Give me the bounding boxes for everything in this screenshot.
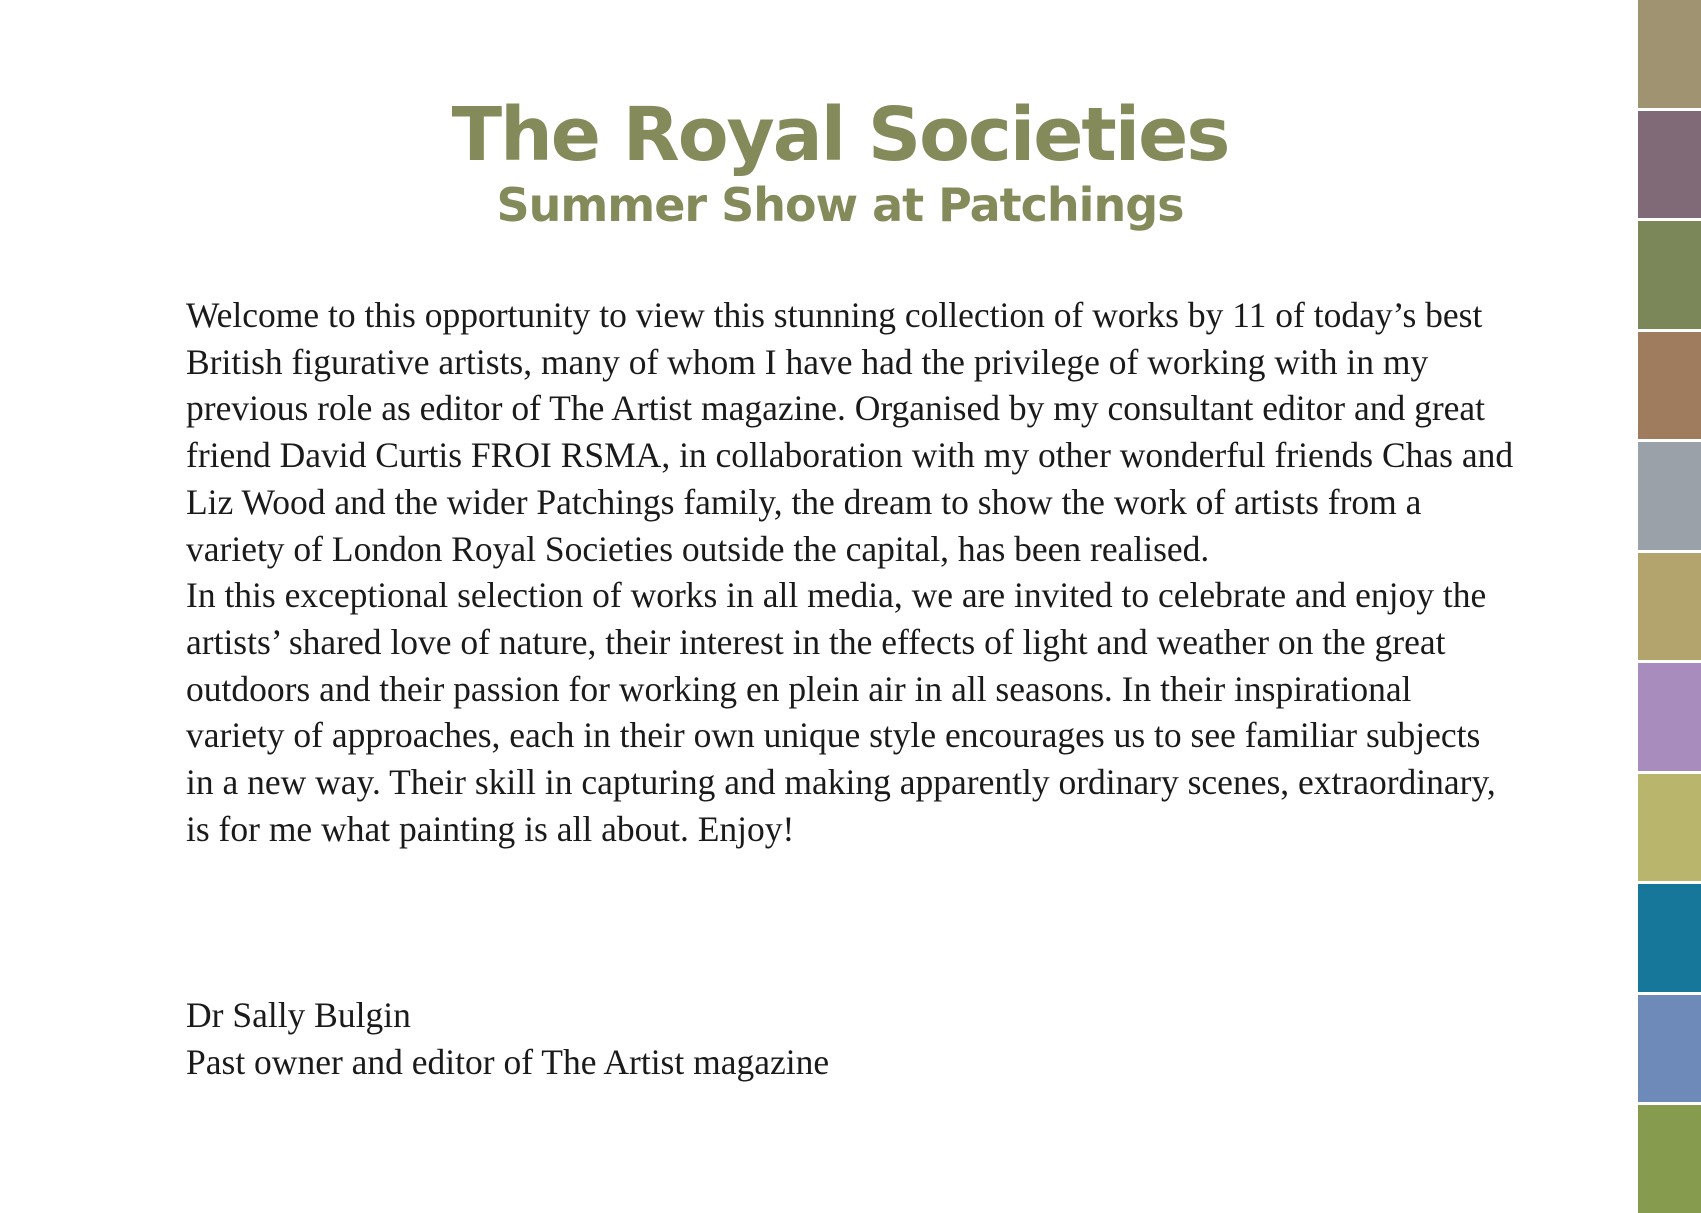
paragraph-1: Welcome to this opportunity to view this stunning collection of works by 11 of today’s best British figurative artists, many of whom I have had the privilege of working with in my previous role as editor of The Artist magazine. Organised by my consultant editor and great friend David Curtis FROI RSMA, in collaboration with my other wonderful friends Chas and Liz Wood and the wider Patchings family, the dream to show the work of artists from a variety of London Royal Societies outside the capital, has been realised. xyxy=(186,295,1514,569)
signature-name: Dr Sally Bulgin xyxy=(186,995,411,1035)
welcome-text xyxy=(186,292,1516,852)
paragraph-2: In this exceptional selection of works in all media, we are invited to celebrate and enjoy the artists’ shared love of nature, their interest in the effects of light and weather on the great outdoors and their passion for working en plein air in all seasons. In their inspirational variety of approaches, each in their own unique style encourages us to see familiar subjects in a new way. Their skill in capturing and making apparently ordinary scenes, extraordinary, is for me what painting is all about. Enjoy! xyxy=(186,575,1496,849)
color-swatch xyxy=(1638,442,1701,553)
color-swatch-bar xyxy=(1638,0,1701,1213)
page-title: The Royal Societies xyxy=(451,92,1229,178)
title-block xyxy=(0,92,1680,232)
color-swatch xyxy=(1638,1105,1701,1213)
color-swatch xyxy=(1638,553,1701,664)
color-swatch xyxy=(1638,774,1701,885)
signature-block xyxy=(186,992,829,1085)
color-swatch xyxy=(1638,221,1701,332)
color-swatch xyxy=(1638,0,1701,111)
color-swatch xyxy=(1638,111,1701,222)
color-swatch xyxy=(1638,663,1701,774)
color-swatch xyxy=(1638,332,1701,443)
page-subtitle: Summer Show at Patchings xyxy=(496,178,1184,232)
color-swatch xyxy=(1638,995,1701,1106)
signature-role: Past owner and editor of The Artist magazine xyxy=(186,1041,830,1082)
color-swatch xyxy=(1638,884,1701,995)
